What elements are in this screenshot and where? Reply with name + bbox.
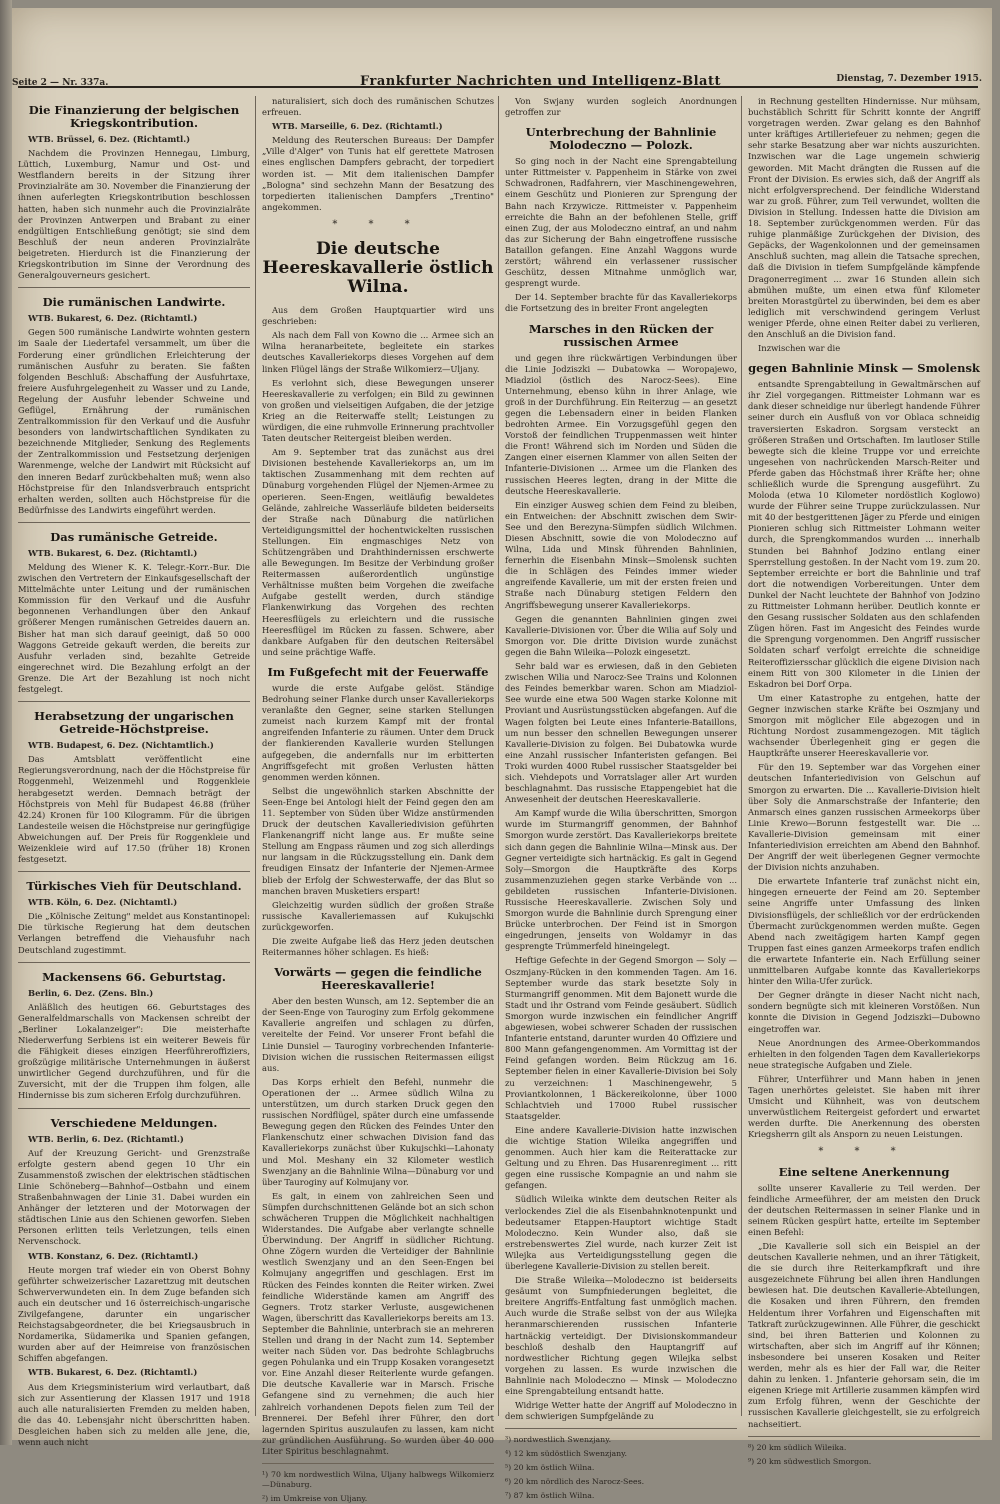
dateline: WTB. Brüssel, 6. Dez. (Richtamtl.) [28, 134, 191, 144]
article-body: Das Korps erhielt den Befehl, nunmehr die Operationen der ... Armee südlich Wilna zu unterstützen, um durch starken Druck gegen den russischen Nordflügel, später durch eine umfassende Bewegung gegen den Rücken des Feindes Unter den Flankenschutz einer schwachen Division fand das Kavalleriekorps zunächst über Kukujschki—Lahonaty und Mol. Meshany ein 32 Kilometer westlich Swenzjany an die Bahnlinie Wilna—Dünaburg vor und über Tauroginy auf Kolmujany vor. [262, 1076, 494, 1187]
footnote: ²) im Umkreise von Uljany. [262, 1494, 368, 1504]
article-body: Es verlohnt sich, diese Bewegungen unserer Heereskavallerie zu verfolgen; ein Bild zu gewinnen von großen und vielseitigen Aufgaben, die der jetzige Krieg an die Reiterwaffe stellt; Leistungen zu würdigen, die eine ruhmvolle Erinnerung prachtvoller Taten deutscher Reitergeist bleiben werden. [262, 377, 494, 444]
article-body: Aus dem Kriegsministerium wird verlautbart, daß sich zur Assentierung der Klassen 1917 und 1918 auch alle naturalisierten Fremden zu melden haben, die das 40. Lebensjahr nicht überschritten haben. Desgleichen haben sich zu melden alle jene, die, wenn auch nicht [18, 1381, 250, 1447]
article-intro: Aus dem Großen Hauptquartier wird uns geschrieben: [262, 305, 494, 327]
page-number: Seite 2 — Nr. 337a. [12, 78, 109, 88]
footnote: ⁸) 20 km südlich Wileika. [748, 1442, 847, 1452]
feature-headline: Die deutsche Heereskavallerie östlich Wilna. [262, 239, 494, 298]
article-body: So ging noch in der Nacht eine Sprengabteilung unter Rittmeister v. Pappenheim in Stärke von zwei Schwadronen, Radfahrern, vier Maschinengewehren, einem Geschütz und Pionieren zur Sprengung der Bahn nach Krzywicze. Rittmeister v. Pappenheim erreichte die Bahn an der befohlenen Stelle, griff einen Zug, der aus Molodeczno eintraf, an und nahm das zur Sicherung der Bahn eingetroffene russische Bataillon gefangen. Eine Anzahl Waggons wurde zerstört; während ein verlassener russischer Geschütz, dessen Mitnahme unmöglich war, gesprengt wurde. [505, 156, 737, 289]
article-divider [18, 1108, 250, 1109]
article-body: Neue Anordnungen des Armee-Oberkommandos erhielten in den folgenden Tagen dem Kavalleriekorps neue strategische Aufgaben und Ziele. [748, 1037, 980, 1070]
article-body: Ein einziger Ausweg schien dem Feind zu bleiben, ein Entweichen: der Abschnitt zwischen dem Swir-See und den Berezyna-Sümpfen südlich Wilchmen. Diesen Abschnitt, sowie die von Molodeczno auf Wilna, Lida und Minsk führenden Bahnlinien, fernerhin die Eisenbahn Minsk—Smolensk suchten die in Schlägen des Feindes immer wieder angreifende Kavallerie, um mit der ersten freien und Straße nach Dünaburg stetigen Feldern den Angriffsbewegung unserer Kavalleriekorps. [505, 499, 737, 610]
dateline: WTB. Bukarest, 6. Dez. (Richtamtl.) [28, 313, 198, 324]
dateline: WTB. Köln, 6. Dez. (Nichtamtl.) [28, 897, 178, 908]
column-rule [498, 96, 499, 1416]
footnote-divider [505, 1428, 737, 1429]
article-body: naturalisiert, sich doch des rumänischen Schutzes erfreuen. [262, 96, 494, 118]
subheading: Vorwärts — gegen die feindliche Heereskavallerie! [274, 965, 482, 993]
subheading: Marsches in den Rücken der russischen Armee [528, 321, 714, 349]
article-body: Die erwartete Infanterie traf zunächst nicht ein, hingegen erneuerte der Feind am 20. September seine Angriffe unter Umfassung des linken Divisionsflügels, der schließlich vor der erdrückenden Übermacht zurückgenommen werden mußte. Gegen Abend nach zweitägigem harten Kampf gegen Truppen fast eines ganzen Armeekorps trafen endlich die erwartete Infanterie ein. Nach Erfüllung seiner unmittelbaren Aufgabe konnte das Kavalleriekorps hinter den Wilia-Ufer zurück. [748, 876, 980, 987]
article-body: Gegen 500 rumänische Landwirte wohnten gestern im Saale der Liedertafel versammelt, um über die Forderung einer gründlichen Erleichterung der rumänischen Ausfuhr zu beraten. Sie faßten folgenden Beschluß: Abschaffung der Ausfuhrtaxe, freiere Ausfuhrgelegenheit zu Wasser und zu Lande, Regelung der Ausfuhr lebender Schweine und Geflügel, Ernährung der rumänischen Zentralkommission für den Verkauf und die Ausfuhr besonders von landwirtschaftlichen Syndikaten zu bezeichnende Mitglieder, Senkung des Reglements der Zentralkommission und Festsetzung derjenigen Warenmenge, welche der Landwirt mit Rücksicht auf den inneren Bedarf zurückbehalten muß; wenn also Höchstpreise für den Inlandsverbrauch entspricht erhalten werden, sollten auch Höchstpreise für die Bedürfnisse des Landwirts eingeführt werden. [18, 327, 250, 515]
footnote: ¹) 70 km nordwestlich Wilna, Uljany halbwegs Wilkomierz—Dünaburg. [262, 1470, 494, 1490]
article-body: Am Kampf wurde die Wilia überschritten, Smorgon wurde im Sturmangriff genommen, der Bahnhof Smorgon wurde zerstört. Das Kavalleriekorps breitete sich dann gegen die Bahnlinie Wilna—Minsk aus. Der Gegner verteidigte sich hartnäckig. Es galt in Gegend Soly—Smorgon die Hauptkräfte des Korps zusammenzuziehen gegen starke Verbände von ... gebildeten russischen Infanterie-Divisionen. Russische Heereskavallerie. Zwischen Soly und Smorgon wurde die Bahnlinie durch Sprengung einer Brücke unterbrochen. Der Feind ist in Smorgon eingedrungen, jenseits von Woldamyr in das gesprengte Trümmerfeld hineingelegt. [505, 808, 737, 952]
subheading: Eine seltene Anerkennung [778, 1164, 950, 1179]
section-stars: * * * [332, 218, 424, 230]
footnote-divider [262, 1463, 494, 1464]
article-body: Für den 19. September war das Vorgehen einer deutschen Infanteriedivision von Gelschun auf Smorgon zu erwarten. Die ... Kavallerie-Division hielt über Soly die Anmarschstraße der Infanterie; den Anmarsch eines ganzen russischen Armeekorps über Linie Krewo—Borunn festgestellt war. Die ... Kavallerie-Division gemeinsam mit einer Infanteriedivision erreichten am Abend den Bahnhof. Der Angriff der weit überlegenen Gegner vermochte der Division nichts anzuhaben. [748, 762, 980, 873]
dateline: WTB. Marseille, 6. Dez. (Richtamtl.) [272, 121, 443, 132]
article-body: Führer, Unterführer und Mann haben in jenen Tagen unerhörtes geleistet. Sie haben mit ihrer Umsicht und Kühnheit, was von deutschem unverwüstlichem Reitergeist gefordert und erwartet werden durfte. Die Anerkennung des obersten Kriegsherrn gilt als Ansporn zu neuen Leistungen. [748, 1073, 980, 1140]
article-body: Der 14. September brachte für das Kavalleriekorps die Fortsetzung des in breiter Front angelegten [505, 292, 737, 314]
article-body: Heftige Gefechte in der Gegend Smorgon — Soly — Oszmjany-Rücken in den kommenden Tagen. Am 16. September wurde das stark besetzte Soly in Sturmangriff genommen. Mit dem Bajonett wurde die Stadt und ihr Ostrand vom Feinde gesäubert. Südlich Smorgon wurde inzwischen ein feindlicher Angriff abgewiesen, wobei schwerer Schaden der russischen Infanterie entstand, darunter wurden 40 Offiziere und 800 Mann gefangengenommen. Am Vormittag ist der Feind gefangen worden. Beim Rückzug am 16. September fielen in einer Kavallerie-Division bei Soly zu verzeichnen: 1 Maschinengewehr, 5 Proviantkolonnen, 1 Bäckereikolonne, über 1000 Schlachtvieh und 17000 Rubel russischer Staatsgelder. [505, 955, 737, 1121]
article-body: Die Straße Wileika—Molodeczno ist beiderseits gesäumt von Sumpfniederungen begleitet, die breitere Angriffs-Entfaltung fast unmöglich machen. Auch wurde die Straße selbst von der aus Wilejka heranmarschierenden russischen Infanterie hartnäckig verteidigt. Der Divisionskommandeur beschloß deshalb den Hauptangriff auf nordwestlicher Richtung gegen Wilejka selbst vorgehen zu lassen. Es wurde inzwischen die Bahnlinie nach Molodeczno — Minsk — Molodeczno eine Sprengabteilung entsandt hatte. [505, 1275, 737, 1397]
subheading: Im Fußgefecht mit der Feuerwaffe [267, 664, 489, 679]
article-body: Das Amtsblatt veröffentlicht eine Regierungsverordnung, nach der die Höchstpreise für Roggenmehl, Weizenmehl und Roggenkleie herabgesetzt werden. Demnach beträgt der Höchstpreis von Mehl für Budapest 46.88 (früher 42.24) Kronen für 100 Kilogramm. Für die übrigen Landesteile weisen die Höchstpreise nur geringfügige Abweichungen auf. Der Preis für Roggenkleie und Weizenkleie wird auf 17.50 (früher 18) Kronen festgesetzt. [18, 754, 250, 865]
article-body: Meldung des Reuterschen Bureaus: Der Dampfer „Ville d'Alger" von Tunis hat elf gerettete Matrosen eines englischen Dampfers gebracht, der torpediert worden ist. — Mit dem italienischen Dampfer „Bologna" sind sechzehn Mann der Besatzung des torpedierten italienischen Dampfers „Trentino" angekommen. [262, 135, 494, 212]
article-body: Auf der Kreuzung Gericht- und Grenzstraße erfolgte gestern abend gegen 10 Uhr ein Zusammenstoß zwischen der elektrischen städtischen Linie Schöneberg—Bahnhof—Ostbahn und einem Straßenbahnwagen der Linie 31. Dabei wurden ein Anhänger der letzteren und der Motorwagen der städtischen Linie aus den Schienen geworfen. Sieben Personen erlitten teils Verletzungen, teils einen Nervenschock. [18, 1147, 250, 1247]
column-rule [255, 96, 256, 1416]
page-edge [0, 0, 12, 1445]
article-headline: Mackensens 66. Geburtstag. [42, 969, 226, 984]
article-body: Als nach dem Fall von Kowno die ... Armee sich an Wilna heranarbeitete, begleitete ein starkes deutsches Kavalleriekorps dieses Vorgehen auf dem linken Flügel längs der Straße Wilkomierz—Uljany. [262, 330, 494, 374]
issue-date: Dienstag, 7. Dezember 1915. [836, 74, 982, 84]
article-body: Gegen die genannten Bahnlinien gingen zwei Kavallerie-Divisionen vor. Über die Wilia auf Soly und Smorgon vor. Die dritte Division wurde zunächst gegen die Bahn Wileika—Polozk eingesetzt. [505, 613, 737, 657]
article-body: Widrige Wetter hatte der Angriff auf Molodeczno in dem schwierigen Sumpfgelände zu [505, 1400, 737, 1422]
footnote: ⁶) 20 km nördlich des Narocz-Sees. [505, 1477, 645, 1487]
article-body: Aber den besten Wunsch, am 12. September die an der Seen-Enge von Tauroginy zum Erfolg gekommene Kavallerie angreifen und schlagen zu dürfen, vereitelte der Feind. Vor unserer Front befahl die Linie Dunsiel — Tauroginy vorbrechenden Infanterie-Division wichen die russischen Reitermassen eiligst aus. [262, 996, 494, 1073]
article-body: Am 9. September trat das zunächst aus drei Divisionen bestehende Kavalleriekorps an, um im taktischen Zusammenhang mit dem rechten auf Dünaburg vorgehenden Flügel der Njemen-Armee zu operieren. Seen-Engen, weitläufig bewaldetes Gelände, zahlreiche Wasserläufe bildeten beiderseits der Straße nach Dünaburg die natürlichen Verteidigungsmittel der hochentwickelten russischen Stellungen. Ein engmaschiges Netz von Schützengräben und Drahthindernissen erschwerte alle Bewegungen. Im Besitze der Verbindung großer Reitermassen außerordentlich ungünstige Verhältnisse mußten beim Vorgehen die zweifache Aufgabe gestellt werden, durch ständige Flankenwirkung das Vorgehen des rechten Heeresflügels zu erleichtern und die russische Heeresflügel im Rücken zu fassen. Schwere, aber dankbare Aufgaben für den deutschen Reitersäbel und seine prächtige Waffe. [262, 447, 494, 657]
section-stars: * * * [818, 1146, 910, 1158]
article-body: Gleichzeitig wurden südlich der großen Straße russische Kavalleriemassen auf Kukujschki zurückgeworfen. [262, 899, 494, 932]
dateline: WTB. Konstanz, 6. Dez. (Richtamtl.) [28, 1250, 199, 1261]
article-body: in Rechnung gestellten Hindernisse. Nur mühsam, buchstäblich Schritt für Schritt konnte der Angriff vorgetragen werden. Zwar gelang es den Bahnhof unter kräftiges Artilleriefeuer zu nehmen; gegen die sehr starke Besatzung aber war nichts auszurichten. Inzwischen war die Lage ungemein schwierig geworden. Mit Macht drängten die Russen auf die Front der Division. Es erwies sich, daß der Angriff als nicht erfolgversprechend. Der feindliche Widerstand war zu groß. Führer, zum Teil verwundet, wollten die Division in Stellung. Indessen hatte die Division am 18. September zurückgenommen werden. Für das ruhige planmäßige Zurückgehen der Division, des Gepäcks, der Wagenkolonnen und der gemeinsamen Anschluß suchten, mag allein die Tatsache sprechen, daß die Division in tiefem Sumpfgelände kämpfende Dragonerregiment ... zwar 16 Stunden allein sich abmühen mußte, um einen etwa fünf Kilometer breiten Morastgürtel zu überwinden, bei dem es aber lediglich mit verschwindend geringem Verlust weniger Pferde, ohne einen Reiter dabei zu verlieren, den Anschluß an die Division fand. [748, 96, 980, 339]
article-body: Die „Kölnische Zeitung" meldet aus Konstantinopel: Die türkische Regierung hat dem deutschen Verlangen betreffend die Viehausfuhr nach Deutschland zugestimmt. [18, 911, 250, 955]
article-headline: Verschiedene Meldungen. [50, 1115, 218, 1130]
footnote: ⁵) 20 km östlich Wilna. [505, 1463, 595, 1473]
column-rule [741, 96, 742, 1416]
footnote: ⁷) 87 km östlich Wilna. [505, 1491, 595, 1501]
article-headline: Die Finanzierung der belgischen Kriegskontribution. [28, 103, 240, 130]
footnote: ⁹) 20 km südwestlich Smorgon. [748, 1456, 872, 1466]
article-body: Sehr bald war es erwiesen, daß in den Gebieten zwischen Wilia und Narocz-See Trains und Kolonnen des Feindes bemerkbar waren. Schon am Miadziol-See wurde eine etwa 500 Wagen starke Kolonne mit Proviant und Ausrüstungsstücken abgefangen. Auf die Wagen folgten bei Leute eines Infanterie-Bataillons, um nun besser den schnellen Bewegungen unserer Kavallerie-Division zu folgen. Bei Dubatowka wurde eine Anzahl russischer Infanteristen gefangen. Bei Troki wurden 4000 Rubel russischer Staatsgelder bei sich. Viehdepots und Vorratslager aller Art wurden beschlagnahmt. Das russische Etappengebiet hat die Anwesenheit der deutschen Heereskavallerie. [505, 661, 737, 805]
article-body: sollte unserer Kavallerie zu Teil werden. Der feindliche Armeeführer, der am meisten den Druck der deutschen Reitermassen in seiner Flanke und in seinem Rücken gespürt hatte, erteilte im September einen Befehl: [748, 1182, 980, 1237]
article-divider [18, 871, 250, 872]
article-body: Die zweite Aufgabe ließ das Herz jeden deutschen Reitermannes höher schlagen. Es hieß: [262, 936, 494, 958]
article-body: Um einer Katastrophe zu entgehen, hatte der Gegner inzwischen starke Kräfte bei Oszmjany und Smorgon mit möglicher Eile abgezogen und in Richtung Nordost zusammengezogen. Mit täglich wachsender Überlegenheit ging er gegen die Hauptkräfte unserer Heereskavallerie vor. [748, 692, 980, 759]
masthead: Frankfurter Nachrichten und Intelligenz-Blatt [360, 74, 721, 89]
article-divider [18, 962, 250, 963]
article-body: Heute morgen traf wieder ein von Oberst Bohny geführter schweizerischer Lazarettzug mit deutschen Schwerverwundeten ein. In dem Zuge befanden sich auch ein deutscher und 16 österreichisch-ungarische Zivilgefangene, darunter ein ungarischer Reichstagsabgeordneter, die bei Kriegsausbruch in Nordamerika, Südamerika und Spanien gefangen, wurden aber auf der Heimreise von französischen Schiffen abgefangen. [18, 1264, 250, 1364]
footnote: ³) nordwestlich Swenzjany. [505, 1435, 612, 1445]
article-body: Südlich Wileika winkte dem deutschen Reiter als verlockendes Ziel die als Eisenbahnknotenpunkt und bedeutsamer Etappen-Hauptort wichtige Stadt Molodeczno. Kein Wunder also, daß sie erstrebenswertes Ziel wurde, nach kurzer Zeit ist Wilejka aus Verteidigungsstellung gegen die überlegene Kavallerie-Division zu stellen bereit. [505, 1194, 737, 1271]
subheading: gegen Bahnlinie Minsk — Smolensk [748, 361, 980, 376]
article-body: Eine andere Kavallerie-Division hatte inzwischen die wichtige Station Wileika angegriffen und genommen. Auch hier kam die Reiterattacke zur Geltung und zu Ehren. Das Husarenregiment ... ritt gegen eine russische Kompagnie an und nahm sie gefangen. [505, 1124, 737, 1191]
article-divider [18, 522, 250, 523]
article-body: Meldung des Wiener K. K. Telegr.-Korr.-Bur. Die zwischen den Vertretern der Einkaufsgesellschaft der Mittelmächte unter Leitung und der rumänischen Kommission für den Verkauf und die Ausfuhr begonnenen Verhandlungen über den Ankauf größerer Mengen rumänischen Getreides dauern an. Bisher hat man sich darauf geeinigt, daß 50 000 Waggons Getreide gekauft werden, die bereits zur Ausfuhr verladen sind, bezahlte Getreide eingerechnet wird. Die Bezahlung erfolgt an der Grenze. Die Art der Bezahlung ist noch nicht festgelegt. [18, 562, 250, 695]
article-body: Der Gegner drängte in dieser Nacht nicht nach, sondern begnügte sich mit kleineren Vorstößen. Nun konnte die Division in Gegend Jodziszki—Dubowno eingetroffen war. [748, 990, 980, 1034]
article-body: entsandte Sprengabteilung in Gewaltmärschen auf ihr Ziel vorgegangen. Rittmeister Lohmann war es dank dieser schneidige nur überlegt handende Führer seiner durch ein Ausfluß von vor Oblaca schneidig traversierten Eskadron. Sorgsam versteckt an größeren Straßen und Ortschaften. Im lautloser Stille bewegte sich die kleine Truppe vor und erreichte ungesehen von nachrückenden Marsch-Reiter und Pferde gaben das Höchstmaß ihrer Kräfte her; ohne schließlich wurde die Sprengung ausgeführt. Zu Moloda (etwa 10 Kilometer nordöstlich Koglowo) wurde der Führer seine Truppe zurückzulassen. Nur mit 40 der bestgerittenen Jäger zu Pferde und einigen Pionieren schlug sich Rittmeister Lohmann weiter durch, die Sprengkommandos wurden ... innerhalb Stunden bei Bahnhof Jodzino entlang einer Sperrstellung gestoßen. In der Nacht vom 19. zum 20. September erreichte er bort die Bahnlinie und traf dort die notwendigen Vorbereitungen. Unter dem Dunkel der Nacht leuchtete der Bahnhof von Jodzino zu Rittmeister Lohmann herüber. Deutlich konnte er den Gesang russischer Soldaten aus den schlafenden Zügen hören. Fast im Angesicht des Feindes wurde die Sprengung vorgenommen. Den Angriff russischer Soldaten scharf verfolgt erreichte die schneidige Reiteroffiziersschar glücklich die eigene Division nach einem Ritt von 300 Kilometer in die Linien der Eskadron bei Dorf Orpa. [748, 379, 981, 689]
article-headline: Das rumänische Getreide. [50, 529, 218, 544]
article-body: Inzwischen war die [758, 343, 841, 354]
article-divider [18, 701, 250, 702]
article-body: Nachdem die Provinzen Hennegau, Limburg, Lüttich, Luxemburg, Namur und Ost- und Westflandern bereits in der Sitzung ihrer Provinzialräte am 30. November die Finanzierung der ihnen auferlegten Kriegskontribution beschlossen hatten, haben sich nunmehr auch die Provinzialräte der Provinzen Antwerpen und Brabant zu einer endgültigen Entschließung genötigt; sie sind dem Beschluß der neun anderen Provinzialräte beigetreten. Hierdurch ist die Finanzierung der Kriegskontribution im Sinne der Verordnung des Generalgouverneurs gesichert. [18, 148, 250, 281]
article-body: und gegen ihre rückwärtigen Verbindungen über die Linie Jodziszki — Dubatowka — Woropajewo, Miadziol (östlich des Narocz-Sees). Eine Unternehmung, ebenso kühn in ihrer Anlage, wie groß in der Durchführung. Ein Reiterzug — an gesetzt gegen die Lebensadern einer in beiden Flanken bedrohten Armee. Ein Vorzugsgefühl gegen den Vorstoß der feindlichen Truppenmassen weit hinter die Front! Während sich im Norden und Süden die Zangen einer eisernen Klammer von allen Seiten der Infanterie-Divisionen ... Armee um die Flanken des russischen Heeres legten, drang in der Mitte die deutsche Heereskavallerie. [505, 352, 737, 496]
footnote: ⁴) 12 km südöstlich Swenzjany. [505, 1449, 628, 1459]
article-body: wurde die erste Aufgabe gelöst. Ständige Bedrohung seiner Flanke durch unser Kavalleriekorps veranlaßte den Gegner, seine starken Stellungen zumeist nach kurzem Kampf mit der frontal angreifenden Infanterie zu räumen. Unter dem Druck der flankierenden Kavallerie wurden Stellungen aufgegeben, die andernfalls nur im erbitterten Angriffsgefecht mit großen Verlusten hätten genommen werden können. [262, 682, 494, 782]
article-headline: Herabsetzung der ungarischen Getreide-Höchstpreise. [34, 709, 234, 737]
article-divider [18, 287, 250, 288]
subheading: Unterbrechung der Bahnlinie Molodeczno — Polozk. [525, 125, 717, 153]
footnote-divider [748, 1436, 980, 1437]
column-1 [18, 96, 250, 1447]
column-2 [262, 96, 494, 1504]
article-body: Von Swjany wurden sogleich Anordnungen getroffen zur [505, 96, 737, 118]
article-headline: Türkisches Vieh für Deutschland. [26, 879, 242, 894]
dateline: WTB. Berlin, 6. Dez. (Richtamtl.) [28, 1133, 184, 1144]
article-body: „Die Kavallerie soll sich ein Beispiel an der deutschen Kavallerie nehmen, und an ihrer Tätigkeit, die sie durch ihre Reiterkampfkraft und ihre ausgezeichnete Führung bei allen ihren Handlungen bewiesen hat. Die deutschen Kavallerie-Abteilungen, die Kosaken und ihren Führern, den fremden Heldentum ihrer Vorfahren und Eigenschaften mit Tatkraft zurückzugewinnen. Alle Führer, die geschickt sind, bei ihren Batterien und Kolonnen zu wirtschaften, aber sich im Angriff auf ihr Können; insbesondere bei unseren Kosaken und Reiter werden, mehr als es hier der Fall war, die Reiter dahin zu lenken. 1. Jnfanterie gehorsam sein, die im eigenen Kriege mit Artillerie zusammen kämpfen wird zum Erfolg führen, wenn der Geschichte der russischen Kavallerie gleichgestellt, sie zu erfolgreich nachseitiert. [748, 1241, 980, 1429]
dateline: WTB. Bukarest, 6. Dez. (Richtamtl.) [28, 547, 198, 558]
dateline: Berlin, 6. Dez. (Zens. Bln.) [28, 987, 154, 998]
article-body: Selbst die ungewöhnlich starken Abschnitte der Seen-Enge bei Antologi hielt der Feind gegen den am 11. September von Süden über Widze anstürmenden Druck der deutschen Kavalleriedivision geführten Flankenangriff nicht lange aus. Er mußte seine Stellung am Engpass räumen und zog sich allerdings nur langsam in die Rückzugsstellung ein. Dank dem freudigen Einsatz der Infanterie der Njemen-Armee blieb der Erfolg der Schwesterwaffe, der das Blut so manchen braven Musketiers erspart! [262, 785, 494, 896]
article-body: Anläßlich des heutigen 66. Geburtstages des Generalfeldmarschalls von Mackensen schreibt der „Berliner Lokalanzeiger": Die meisterhafte Niederwerfung Serbiens ist ein weiterer Beweis für die Fähigkeit dieses einzigen Heerführeroffiziers, großzügige militärische Unternehmungen in äußerst unwirtlicher Gegend durchzuführen, und für die Zuversicht, mit der die Truppen ihm folgen, alle Hindernisse bis zum sicheren Erfolg durchzuführen. [18, 1001, 250, 1101]
column-3 [505, 96, 737, 1501]
dateline: WTB. Bukarest, 6. Dez. (Richtamtl.) [28, 1367, 198, 1378]
article-headline: Die rumänischen Landwirte. [42, 295, 226, 310]
dateline: WTB. Budapest, 6. Dez. (Nichtamtlich.) [28, 740, 214, 751]
column-4 [748, 96, 981, 1466]
article-body: Es galt, in einem von zahlreichen Seen und Sümpfen durchschnittenen Gelände bot an sich schon schwächeren Truppen die Möglichkeit nachhaltigen Widerstandes. Die Aufgabe aber verlangte schnelle Überwindung. Der Angriff in südlicher Richtung. Ohne Zögern wurden die Verteidiger der Bahnlinie westlich Swenzjany und an den Seen-Engen bei Kolmujany angegriffen und geschlagen. Erst im Rücken des Feindes konnten die Reiter wirken. Zwei feindliche Widerstände kamen am Angriff des Gegners. Trotz starker Verluste, ausgewichenen Wagen, überschritt das Kavalleriekorps bereits am 13. September die Bahnlinie, unterbrach sie an mehreren Stellen und drang in der Nacht zum 14. September weiter nach Süden vor. Das bedrohte Schlagbruchs gegen Pohulanka und ein Trupp Kosaken vorangesetzt vor. Eine Anzahl dieser Reiterlente wurde gefangen. Die deutsche Kavallerie war in Marsch. Frische Gefangene sind zu vernehmen; die auch hier zahlreich vorhandenen Depots fielen zum Teil der Brennerei. Der Befehl ihrer Führer, den dort lagernden Spiritus auszulaufen zu lassen, kam nicht zur gründlichen Ausführung. So wurden über 40 000 Liter Spiritus beschlagnahmt. [262, 1190, 494, 1456]
